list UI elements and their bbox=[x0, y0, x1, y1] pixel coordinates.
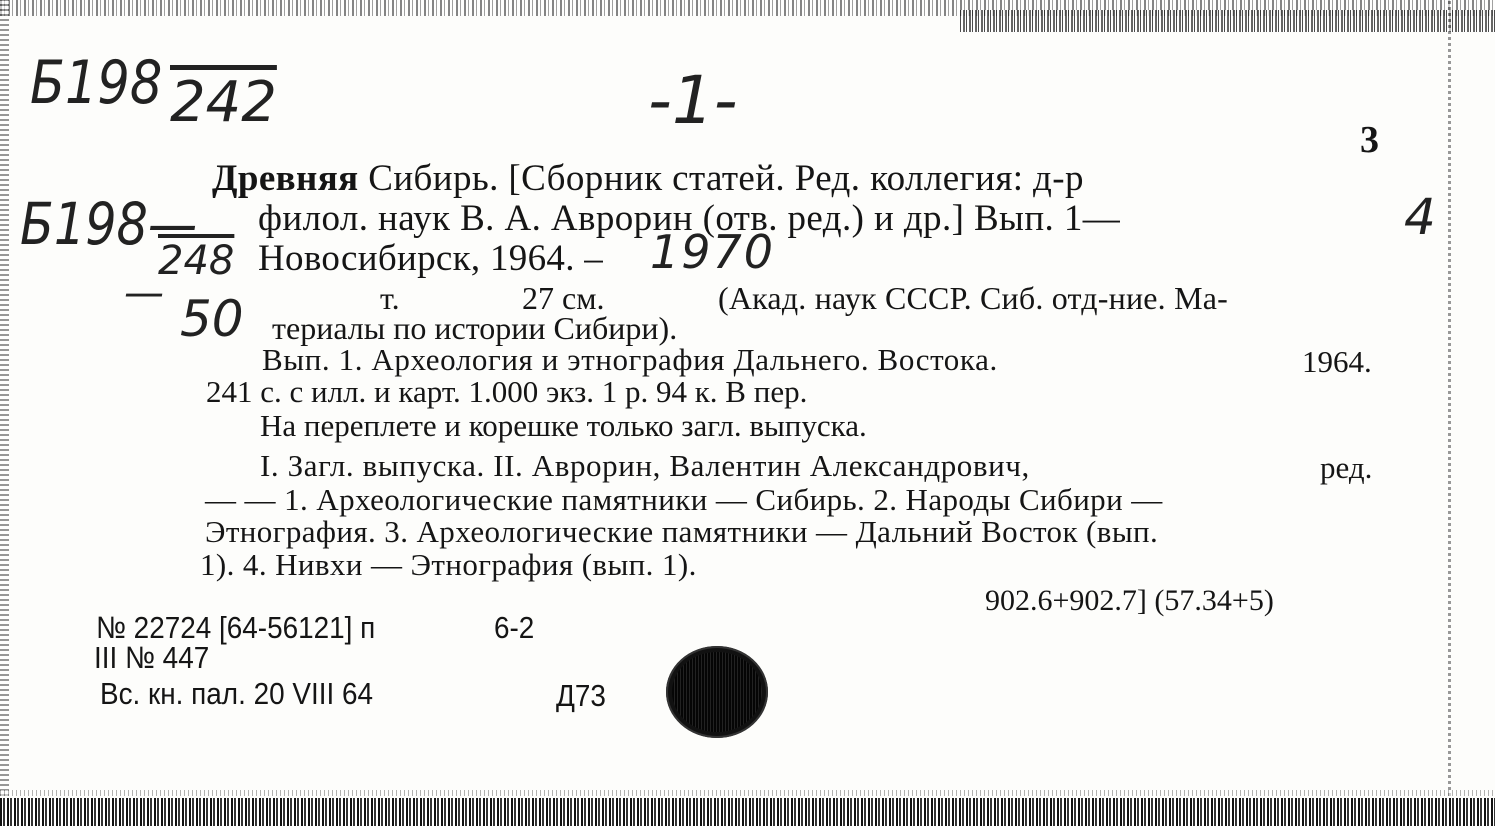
entry-line-8: На переплете и корешке только загл. выпуска. bbox=[260, 408, 867, 443]
entry-line-3: Новосибирск, 1964. – bbox=[258, 238, 604, 279]
footer-volume-number: III № 447 bbox=[94, 640, 210, 675]
scan-edge-left bbox=[0, 0, 9, 826]
entry-line-9: I. Загл. выпуска. II. Аврорин, Валентин Александрович, bbox=[260, 448, 1030, 483]
entry-title-word: Древняя bbox=[212, 158, 359, 199]
entry-line-4-size: 27 см. bbox=[522, 280, 605, 316]
punch-hole bbox=[666, 646, 768, 738]
entry-line-10: — — 1. Археологические памятники — Сибирь. 2. Народы Сибири — bbox=[205, 482, 1163, 517]
entry-line-7: 241 с. с илл. и карт. 1.000 экз. 1 р. 94 к. В пер. bbox=[206, 374, 808, 409]
handwritten-volume-end: 4 bbox=[1404, 188, 1436, 246]
scan-edge-bottom-light bbox=[0, 790, 1495, 796]
scan-edge-top-right bbox=[960, 10, 1495, 32]
footer-record-code: 6-2 bbox=[494, 610, 535, 645]
entry-line-4-series: (Акад. наук СССР. Сиб. отд-ние. Ма- bbox=[718, 280, 1228, 316]
footer-chamber-code: Д73 bbox=[556, 678, 606, 713]
entry-line1-rest: Сибирь. [Сборник статей. Ред. коллегия: д-р bbox=[358, 158, 1084, 199]
handwritten-shelf-number-2: 248 bbox=[158, 238, 235, 284]
entry-line-6: Вып. 1. Археология и этнография Дальнего. Востока. bbox=[262, 342, 998, 377]
handwritten-shelf-number: 242 bbox=[170, 70, 277, 135]
entry-line-6-year: 1964. bbox=[1302, 344, 1372, 379]
card-number: 3 bbox=[1360, 119, 1379, 161]
footer-record-number: № 22724 [64-56121] п bbox=[96, 610, 376, 645]
handwritten-year-end: 1970 bbox=[650, 225, 776, 279]
handwritten-fifty: 50 bbox=[180, 290, 244, 348]
entry-line-2: филол. наук В. А. Аврорин (отв. ред.) и др.] Вып. 1— bbox=[258, 198, 1121, 239]
footer-chamber-date: Вс. кн. пал. 20 VIII 64 bbox=[100, 676, 374, 711]
scan-edge-right bbox=[1448, 0, 1451, 826]
handwritten-shelf-mark-2: Б198— bbox=[20, 190, 198, 258]
handwritten-shelf-mark: Б198 bbox=[30, 48, 163, 118]
entry-line-12: 1). 4. Нивхи — Этнография (вып. 1). bbox=[200, 547, 697, 582]
entry-line-9-right: ред. bbox=[1320, 450, 1373, 485]
handwritten-page-number: -1- bbox=[648, 62, 738, 139]
entry-line-5: териалы по истории Сибири). bbox=[272, 310, 678, 346]
classification-index: 902.6+902.7] (57.34+5) bbox=[985, 584, 1274, 617]
handwritten-dash: — bbox=[124, 270, 164, 316]
entry-line-4-volumes: т. bbox=[380, 280, 400, 316]
entry-heading-line bbox=[212, 160, 1084, 197]
scan-edge-bottom bbox=[0, 798, 1495, 826]
entry-line-11: Этнография. 3. Археологические памятники — Дальний Восток (вып. bbox=[205, 514, 1159, 549]
